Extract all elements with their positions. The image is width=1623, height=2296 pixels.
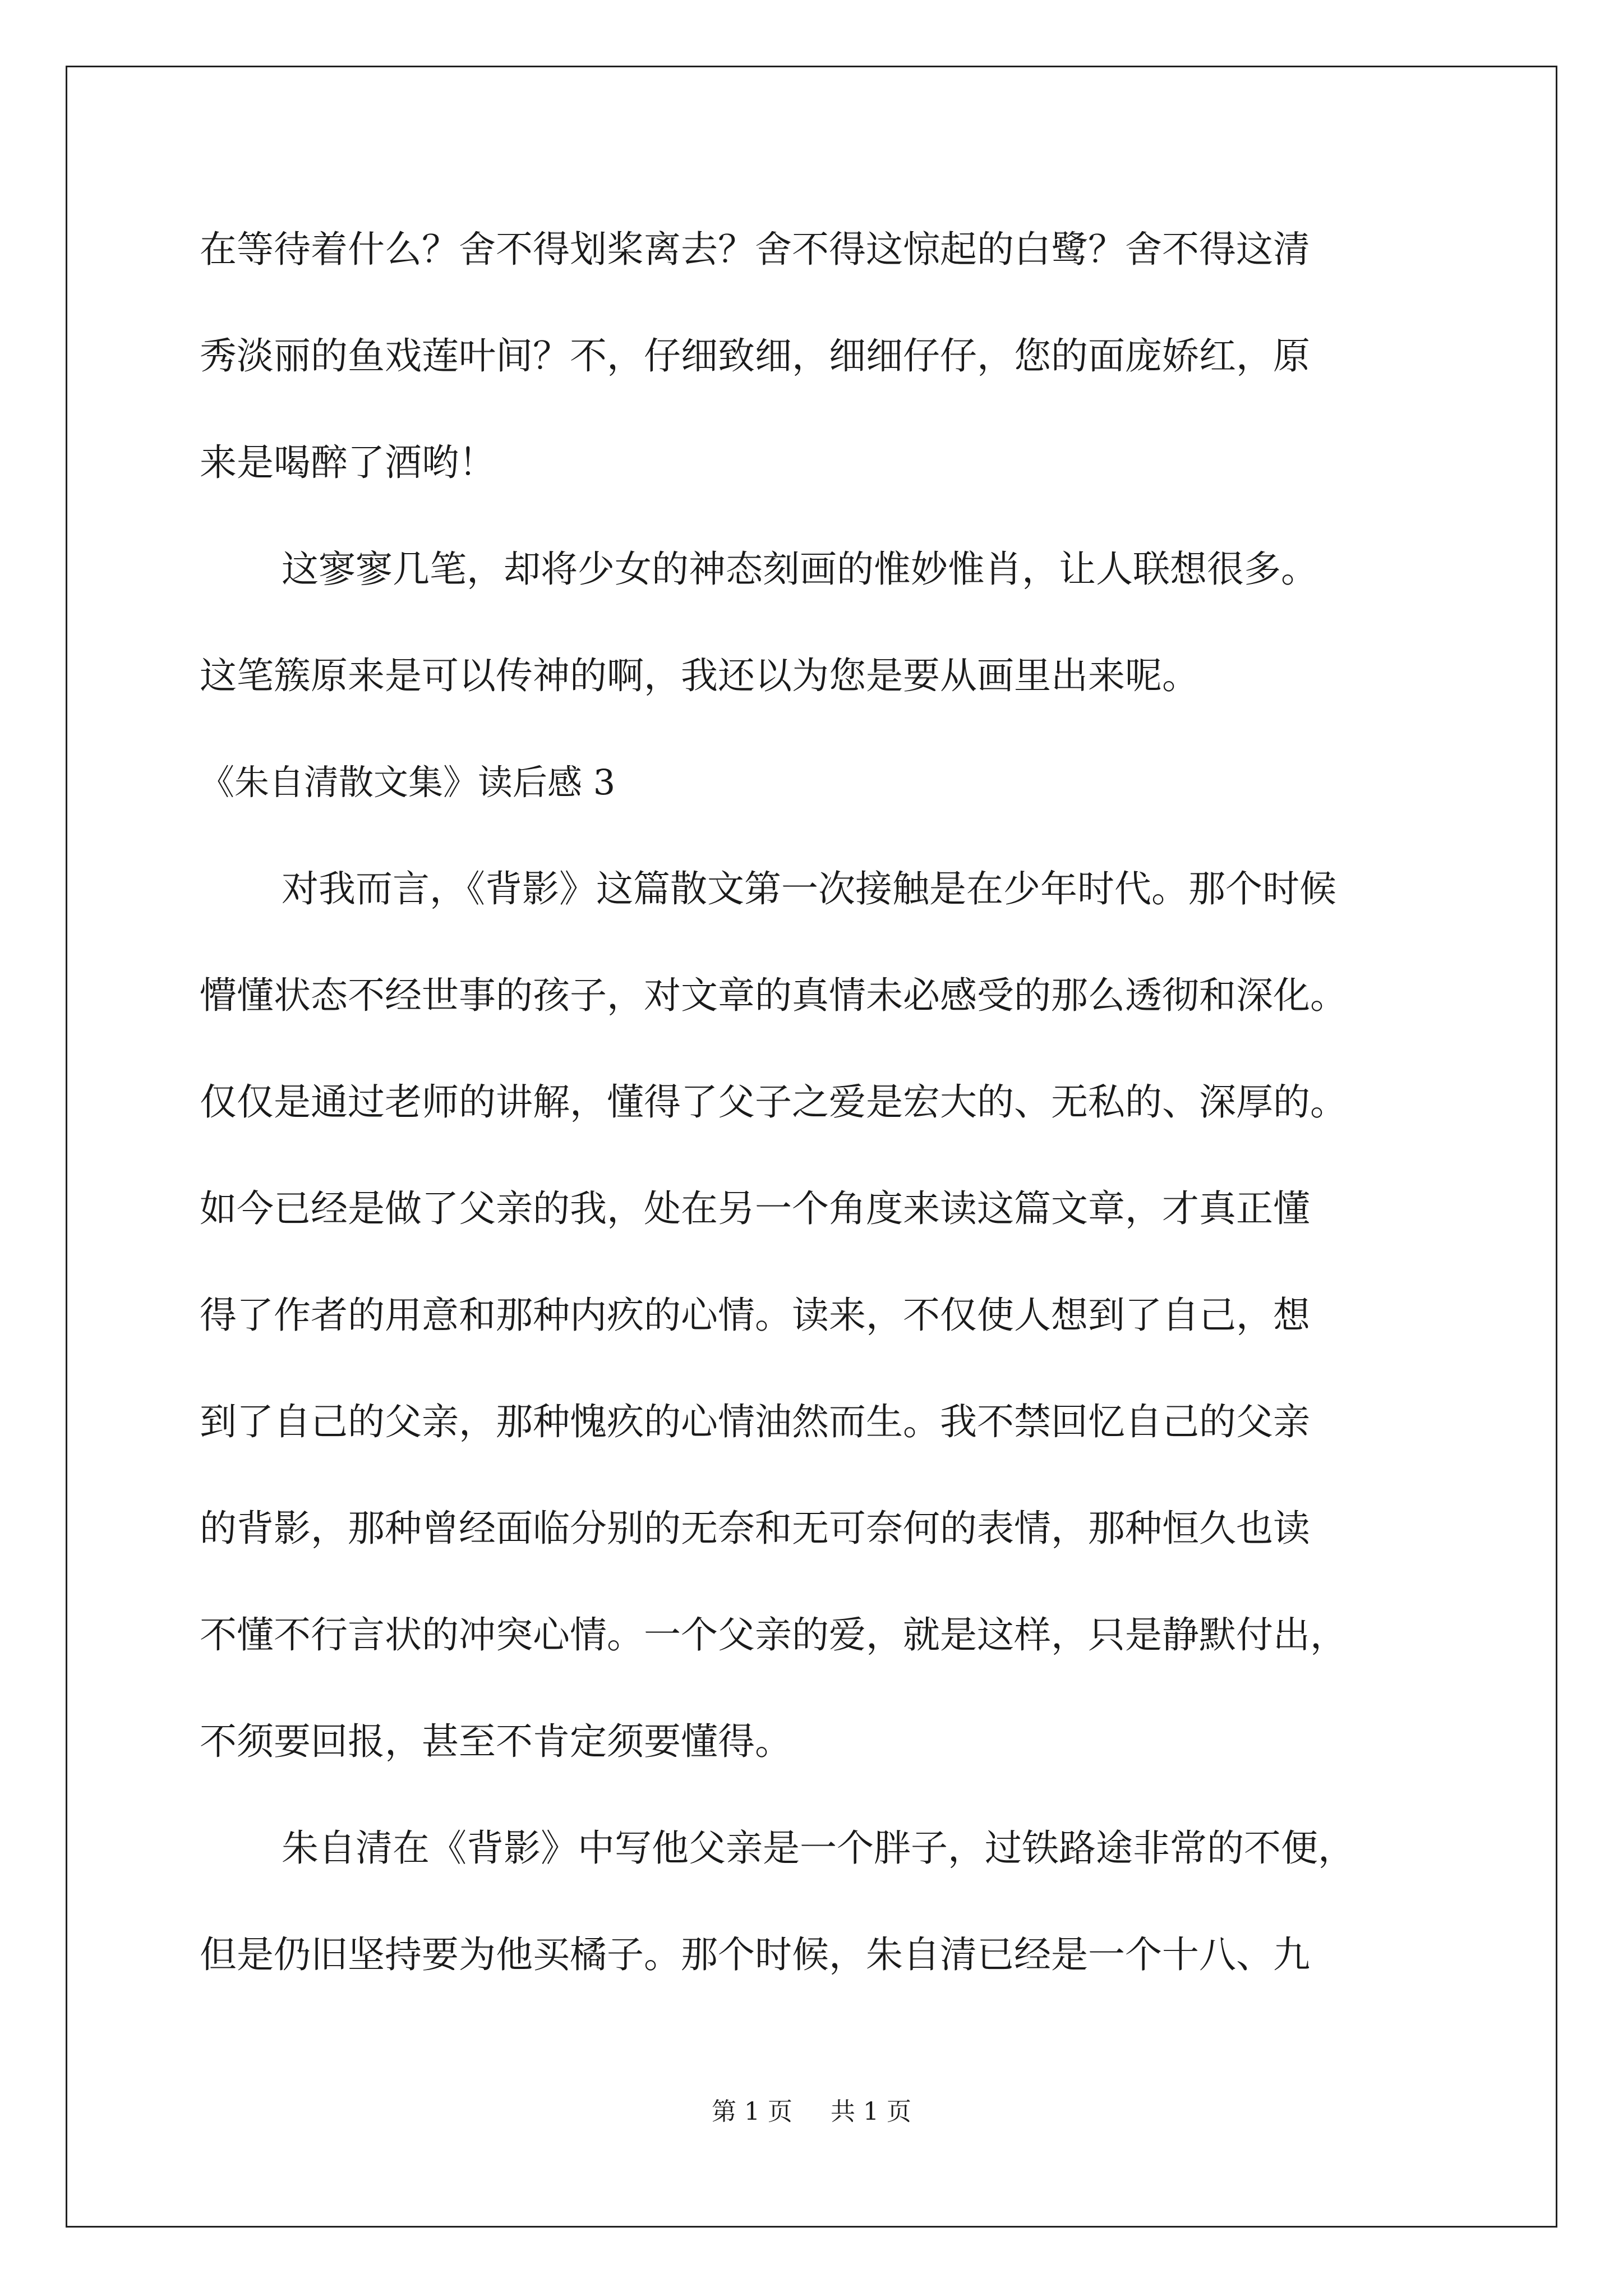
text-line: 不懂不行言状的冲突心情。一个父亲的爱，就是这样，只是静默付出， — [200, 1613, 1347, 1657]
text-line: 在等待着什么？舍不得划桨离去？舍不得这惊起的白鹭？舍不得这清 — [200, 228, 1310, 271]
text-line: 来是喝醉了酒哟！ — [200, 441, 496, 484]
text-line: 这笔簇原来是可以传神的啊，我还以为您是要从画里出来呢。 — [200, 654, 1199, 697]
page-number: 第 1 页 — [712, 2097, 792, 2126]
text-line: 但是仍旧坚持要为他买橘子。那个时候，朱自清已经是一个十八、九 — [200, 1933, 1310, 1976]
text-line: 到了自己的父亲，那种愧疚的心情油然而生。我不禁回忆自己的父亲 — [200, 1400, 1310, 1443]
section-heading: 《朱自清散文集》读后感 3 — [200, 762, 616, 803]
text-line: 得了作者的用意和那种内疚的心情。读来，不仅使人想到了自己，想 — [200, 1294, 1310, 1337]
text-line: 不须要回报，甚至不肯定须要懂得。 — [200, 1720, 792, 1763]
paragraph-start-line: 这寥寥几笔，却将少女的神态刻画的惟妙惟肖，让人联想很多。 — [282, 547, 1318, 591]
paragraph-start-line: 朱自清在《背影》中写他父亲是一个胖子，过铁路途非常的不便， — [282, 1826, 1355, 1870]
page-total: 共 1 页 — [831, 2097, 911, 2126]
page-footer — [0, 2095, 1623, 2129]
text-line: 仅仅是通过老师的讲解，懂得了父子之爱是宏大的、无私的、深厚的。 — [200, 1080, 1347, 1124]
text-line: 的背影，那种曾经面临分别的无奈和无可奈何的表情，那种恒久也读 — [200, 1507, 1310, 1550]
text-line: 秀淡丽的鱼戏莲叶间？不，仔细致细，细细仔仔，您的面庞娇红，原 — [200, 334, 1310, 378]
paragraph-start-line: 对我而言，《背影》这篇散文第一次接触是在少年时代。那个时候 — [282, 867, 1336, 910]
text-line: 如今已经是做了父亲的我，处在另一个角度来读这篇文章，才真正懂 — [200, 1187, 1310, 1230]
text-line: 懵懂状态不经世事的孩子，对文章的真情未必感受的那么透彻和深化。 — [200, 974, 1347, 1017]
